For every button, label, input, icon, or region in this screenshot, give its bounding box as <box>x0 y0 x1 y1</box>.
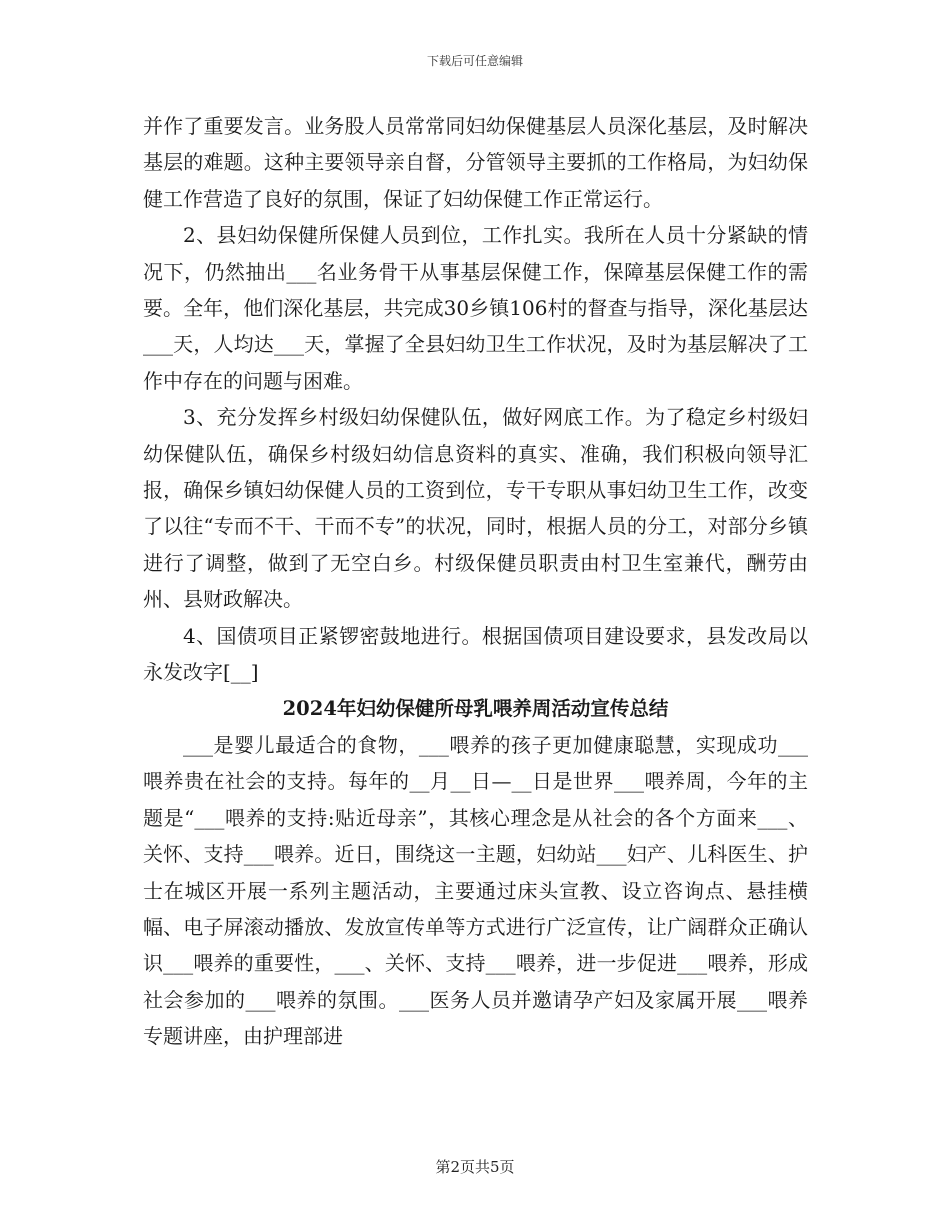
paragraph-item-2: 2、县妇幼保健所保健人员到位，工作扎实。我所在人员十分紧缺的情况下，仍然抽出___名业务骨干从事基层保健工作，保障基层保健工作的需要。全年，他们深化基层，共完成30乡镇106村的督查与指导，深化基层达___天，人均达___天，掌握了全县妇幼卫生工作状况，及时为基层解决了工作中存在的问题与困难。 <box>143 223 808 393</box>
paragraph-intro: ___是婴儿最适合的食物，___喂养的孩子更加健康聪慧，实现成功___喂养贵在社会的支持。每年的__月__日—__日是世界___喂养周，今年的主题是“___喂养的支持:贴近母亲”，其核心理念是从社会的各个方面来___、关怀、支持___喂养。近日，围绕这一主题，妇幼站___妇产、儿科医生、护士在城区开展一系列主题活动，主要通过床头宣教、设立咨询点、悬挂横幅、电子屏滚动播放、发放宣传单等方式进行广泛宣传，让广阔群众正确认识___喂养的重要性，___、关怀、支持___喂养，进一步促进___喂养，形成社会参加的___喂养的氛围。___医务人员并邀请孕产妇及家属开展___喂养专题讲座，由护理部进 <box>143 732 808 1049</box>
paragraph-continuation: 并作了重要发言。业务股人员常常同妇幼保健基层人员深化基层，及时解决基层的难题。这种主要领导亲自督，分管领导主要抓的工作格局，为妇幼保健工作营造了良好的氛围，保证了妇幼保健工作正常运行。 <box>143 114 808 211</box>
paragraph-item-3: 3、充分发挥乡村级妇幼保健队伍，做好网底工作。为了稳定乡村级妇幼保健队伍，确保乡村级妇幼信息资料的真实、准确，我们积极向领导汇报，确保乡镇妇幼保健人员的工资到位，专干专职从事妇幼卫生工作，改变了以往“专而不干、干而不专”的状况，同时，根据人员的分工，对部分乡镇进行了调整，做到了无空白乡。村级保健员职责由村卫生室兼代，酬劳由州、县财政解决。 <box>143 405 808 612</box>
page-header: 下载后可任意编辑 <box>426 54 523 68</box>
paragraph-item-4: 4、国债项目正紧锣密鼓地进行。根据国债项目建设要求，县发改局以永发改字[__] <box>143 623 808 685</box>
document-body <box>143 108 808 1055</box>
page-footer: 第2页共5页 <box>435 1158 515 1176</box>
section-title: 2024年妇幼保健所母乳喂养周活动宣传总结 <box>282 696 669 720</box>
